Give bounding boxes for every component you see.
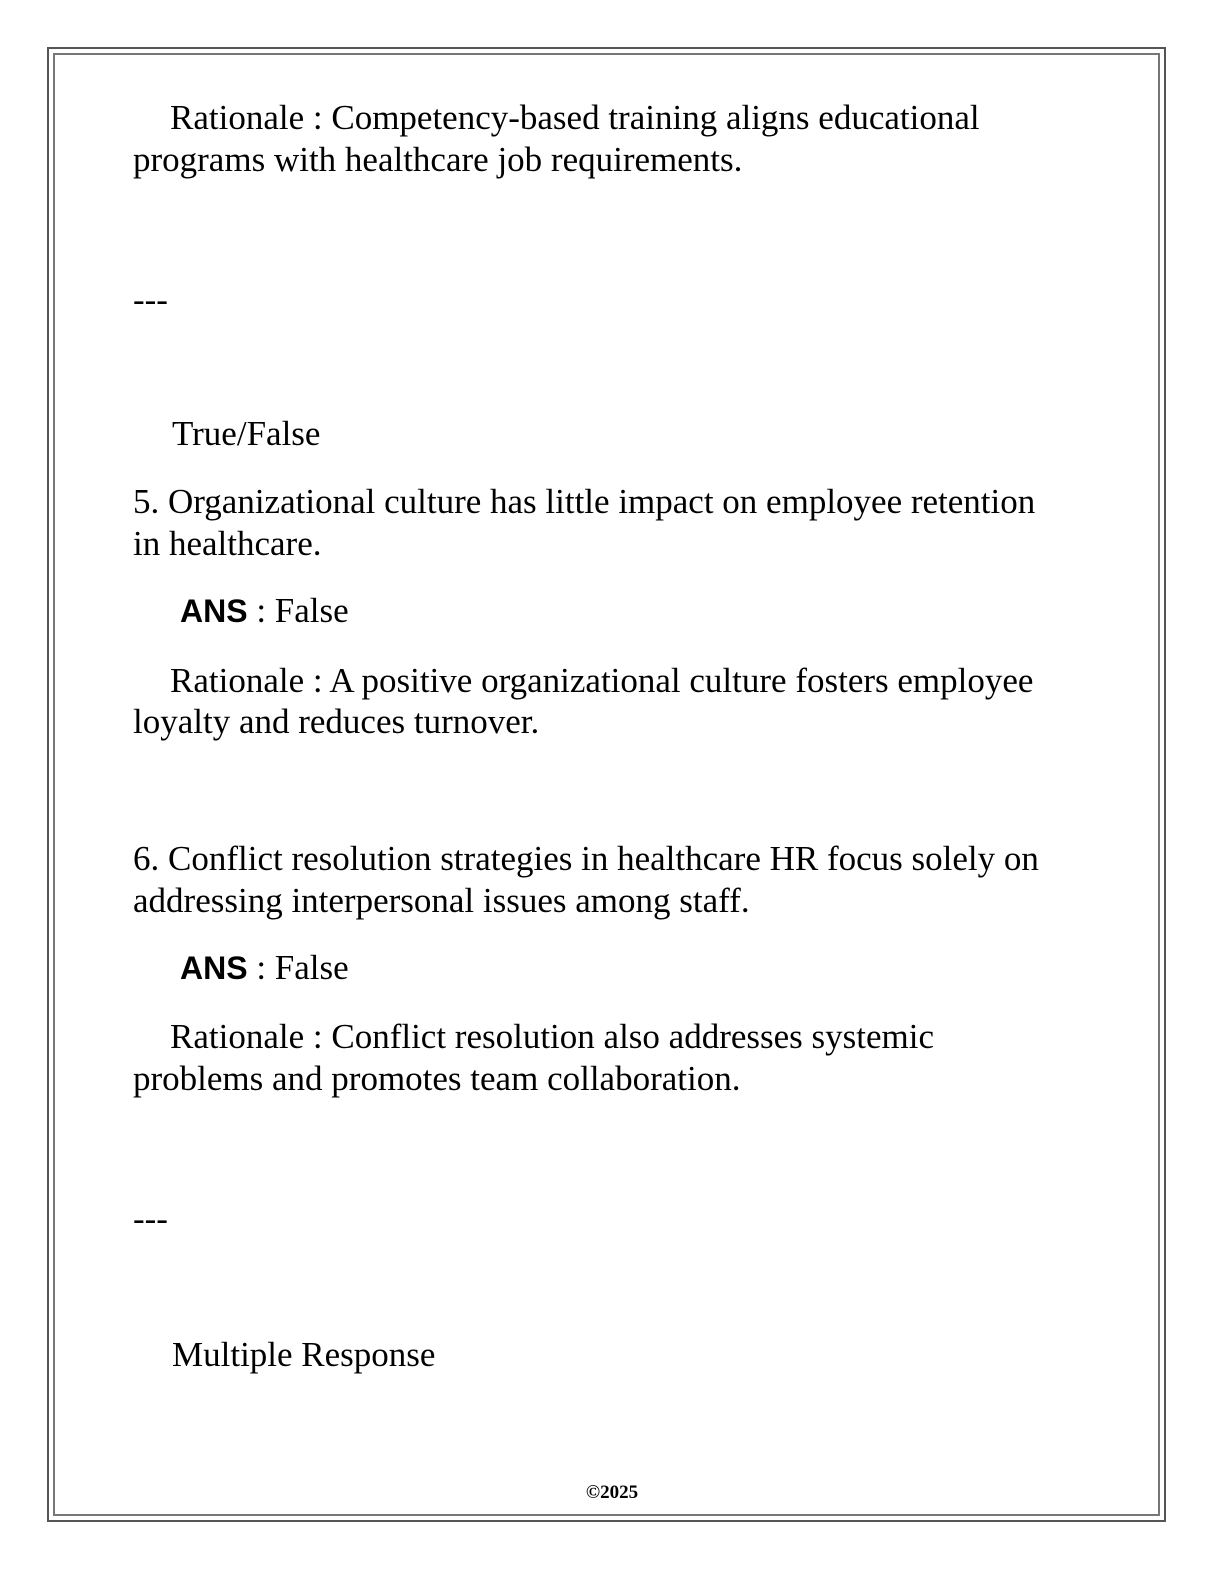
question-6-line-2: addressing interpersonal issues among staff. bbox=[133, 881, 750, 920]
rationale-6-line-1: Rationale : Conflict resolution also addresses systemic bbox=[170, 1017, 935, 1056]
separator: --- bbox=[133, 280, 168, 319]
question-5-line-2: in healthcare. bbox=[133, 524, 322, 563]
separator: --- bbox=[133, 1199, 168, 1238]
question-5-line-1: 5. Organizational culture has little impact on employee retention bbox=[133, 482, 1036, 521]
question-5-answer bbox=[180, 590, 349, 632]
rationale-4-line-2: programs with healthcare job requirements. bbox=[133, 140, 743, 179]
rationale-5-line-2: loyalty and reduces turnover. bbox=[133, 702, 540, 741]
page-border-inner bbox=[53, 53, 1160, 1516]
answer-value: : False bbox=[247, 591, 349, 630]
answer-label: ANS bbox=[180, 593, 248, 629]
answer-value: : False bbox=[247, 948, 349, 987]
rationale-4-line-1: Rationale : Competency-based training aligns educational bbox=[170, 98, 980, 137]
question-6-answer bbox=[180, 947, 349, 989]
answer-label: ANS bbox=[180, 950, 248, 986]
section-heading-multiple-response: Multiple Response bbox=[172, 1335, 436, 1374]
rationale-6-line-2: problems and promotes team collaboration. bbox=[133, 1059, 741, 1098]
copyright-footer: ©2025 bbox=[585, 1482, 639, 1503]
question-6-line-1: 6. Conflict resolution strategies in healthcare HR focus solely on bbox=[133, 839, 1039, 878]
section-heading-true-false: True/False bbox=[172, 414, 321, 453]
rationale-5-line-1: Rationale : A positive organizational culture fosters employee bbox=[170, 661, 1034, 700]
